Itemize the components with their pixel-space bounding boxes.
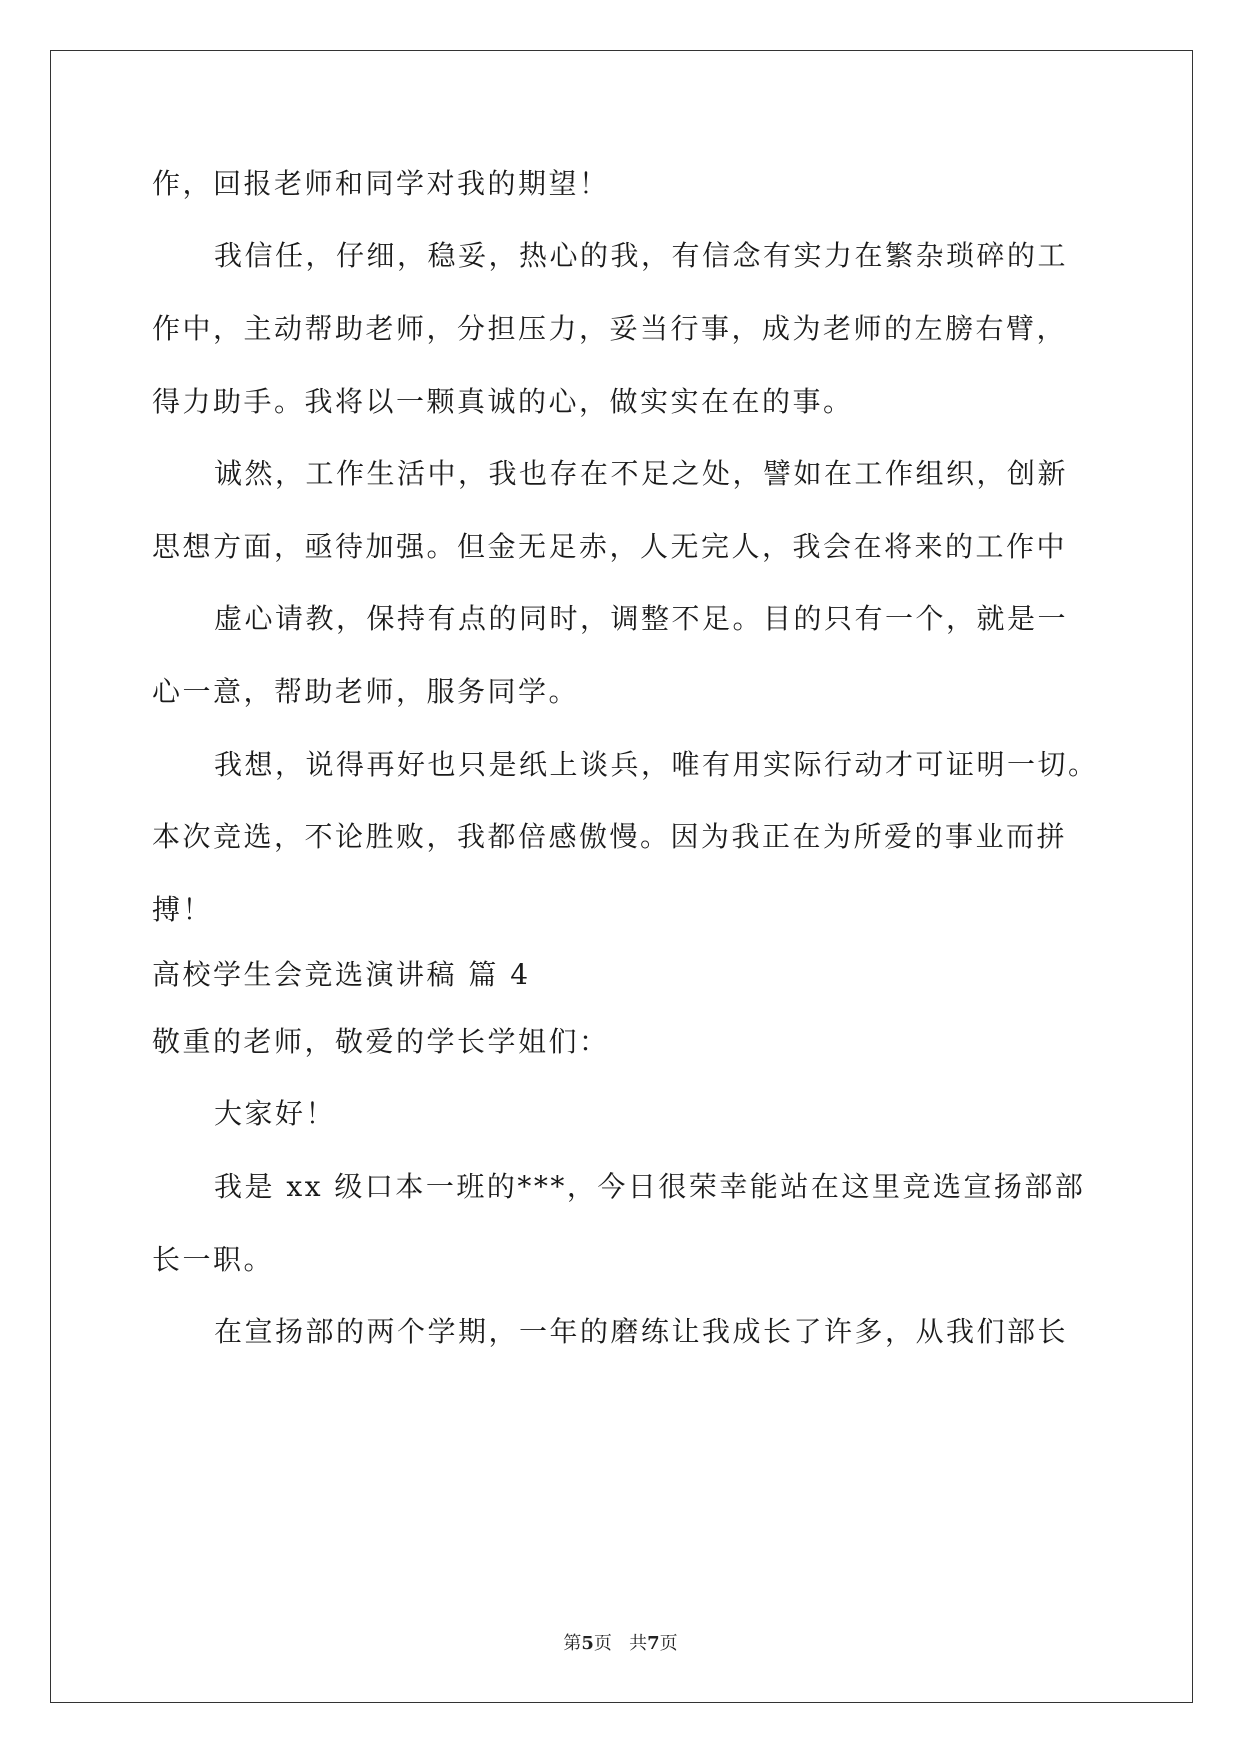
footer-prefix: 第 [563, 1633, 582, 1654]
text-line: 虚心请教，保持有点的同时，调整不足。目的只有一个，就是一 [214, 602, 1069, 635]
page-footer [0, 1632, 1241, 1656]
text-line: 得力助手。我将以一颗真诚的心，做实实在在的事。 [152, 385, 854, 418]
text-line: 思想方面，亟待加强。但金无足赤，人无完人，我会在将来的工作中 [152, 530, 1068, 563]
text-line: 作，回报老师和同学对我的期望！ [152, 167, 610, 200]
text-line: 在宣扬部的两个学期，一年的磨练让我成长了许多，从我们部长 [214, 1315, 1069, 1348]
text-line: 心一意，帮助老师，服务同学。 [152, 675, 580, 708]
footer-suffix: 页 [659, 1633, 678, 1654]
text-line: 我信任，仔细，稳妥，热心的我，有信念有实力在繁杂琐碎的工 [214, 239, 1069, 272]
total-page-number: 7 [647, 1633, 660, 1654]
text-line: 我想，说得再好也只是纸上谈兵，唯有用实际行动才可证明一切。 [214, 748, 1099, 781]
greeting: 大家好！ [214, 1097, 337, 1130]
footer-middle: 页 共 [593, 1633, 648, 1654]
text-line: 诚然，工作生活中，我也存在不足之处，譬如在工作组织，创新 [214, 457, 1069, 490]
text-line: 我是 xx 级口本一班的***，今日很荣幸能站在这里竞选宣扬部部 [214, 1170, 1086, 1203]
text-line: 作中，主动帮助老师，分担压力，妥当行事，成为老师的左膀右臂， [152, 312, 1068, 345]
current-page-number: 5 [581, 1633, 594, 1654]
text-line: 本次竞选，不论胜败，我都倍感傲慢。因为我正在为所爱的事业而拼 [152, 820, 1068, 853]
section-heading: 高校学生会竞选演讲稿 篇 4 [152, 958, 531, 991]
salutation: 敬重的老师，敬爱的学长学姐们： [152, 1025, 610, 1058]
text-line: 长一职。 [152, 1243, 275, 1276]
text-line: 搏！ [152, 893, 214, 926]
page-border [50, 50, 1193, 1703]
